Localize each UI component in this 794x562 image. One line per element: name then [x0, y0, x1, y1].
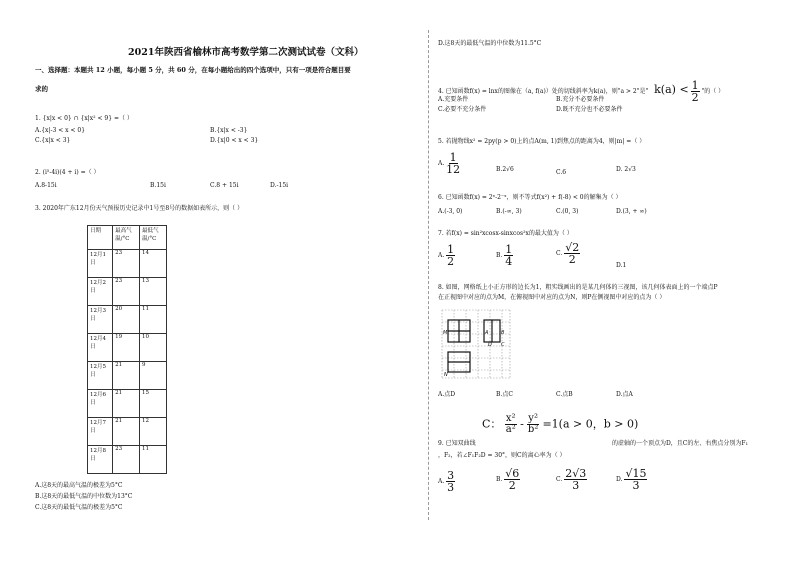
table-cell-date: 12月4日	[88, 334, 113, 362]
table-cell-low: 10	[140, 334, 167, 362]
table-cell-date: 12月1日	[88, 250, 113, 278]
q1-option-d: D.{x|0 < x < 3}	[210, 137, 259, 144]
q3-option-d: D.这8天的最低气温的中位数为11.5°C	[438, 40, 542, 47]
table-cell-high: 21	[113, 390, 140, 418]
table-cell-low: 15	[140, 390, 167, 418]
figure-label-a: A	[485, 330, 489, 336]
q9-option-a-fraction: $\frac{3}{3}$	[447, 469, 455, 494]
q1-stem: 1. {x|x < 0} ∩ {x|x² < 9} =（ ）	[35, 115, 133, 122]
q7-option-d: D.1	[616, 262, 627, 269]
table-cell-high: 23	[113, 250, 140, 278]
q4-stem-end: "的（ ）	[701, 88, 725, 95]
q9-hyperbola-equation: C： $\frac{\text{x²}}{\text{a²}}$ - $\frac{\text{y²}}{\text{b²}}$ =1(a > 0，b > 0)	[482, 413, 639, 435]
page-title: 2021年陕西省榆林市高考数学第二次测试试卷（文科）	[128, 47, 364, 58]
q9-option-d: D. $\frac{√15}{3}$	[616, 467, 647, 492]
table-header-date: 日期	[88, 226, 113, 250]
q1-option-b: B.{x|x < -3}	[210, 127, 248, 134]
table-cell-date: 12月2日	[88, 278, 113, 306]
q4-stem-text: 4. 已知函数f(x) = lnx的图像在（a, f(a)）处的切线斜率为k(a)，则"a > 2"是"	[438, 88, 649, 95]
q9-option-d-fraction: $\frac{√15}{3}$	[625, 467, 647, 492]
table-row	[88, 390, 167, 418]
q5-option-b: B.2√6	[496, 166, 514, 173]
table-cell-date: 12月3日	[88, 306, 113, 334]
three-view-grid-figure	[438, 306, 514, 382]
q9-option-a: A. $\frac{3}{3}$	[438, 469, 455, 494]
q2-stem: 2. (i⁵-4i)(4 + i) =（ ）	[35, 169, 100, 176]
q8-stem-cont: 在正视图中对应的点为M，在俯视图中对应的点为N，则P在侧视图中对应的点为（ ）	[438, 294, 666, 301]
temperature-table	[87, 225, 167, 474]
figure-label-m: M	[443, 330, 448, 336]
q7-option-b-fraction: $\frac{1}{4}$	[505, 243, 513, 268]
q8-option-a: A.点D	[438, 391, 456, 398]
q4-option-a: A.充要条件	[438, 96, 469, 103]
table-cell-date: 12月8日	[88, 446, 113, 474]
q8-option-c: C.点B	[556, 391, 573, 398]
q4-fraction: $\frac{1}{2}$	[691, 79, 699, 104]
q9-option-c: C. $\frac{2√3}{3}$	[556, 467, 587, 492]
table-header-row	[88, 226, 167, 250]
table-row	[88, 418, 167, 446]
table-row	[88, 334, 167, 362]
q7-option-a: A. $\frac{1}{2}$	[438, 243, 455, 268]
table-row	[88, 278, 167, 306]
table-cell-low: 12	[140, 418, 167, 446]
q6-option-b: B.(-∞, 3)	[496, 208, 522, 215]
q8-option-b: B.点C	[496, 391, 513, 398]
q2-option-d: D.-15i	[270, 182, 289, 189]
q6-option-c: C.(0, 3)	[556, 208, 579, 215]
table-row	[88, 446, 167, 474]
q6-stem: 6. 已知函数f(x) = 2ˣ-2⁻ˣ，则不等式f(x²) + f(-8) < 0的解集为（ ）	[438, 194, 622, 201]
section-heading: 一、选择题：本题共 12 小题，每小题 5 分，共 60 分，在每小题给出的四个选项中，只有一项是符合题目要	[35, 66, 351, 74]
q2-option-b: B.15i	[150, 182, 166, 189]
q5-option-a-fraction: $\frac{1}{12}$	[446, 151, 461, 176]
q2-option-c: C.8 + 15i	[210, 182, 239, 189]
table-cell-high: 19	[113, 334, 140, 362]
q7-option-c: C. $\frac{√2}{2}$	[556, 241, 580, 266]
q9-stem-prefix: 9. 已知双曲线	[438, 440, 476, 447]
table-row	[88, 250, 167, 278]
table-cell-high: 20	[113, 306, 140, 334]
q3-option-c: C.这8天的最低气温的极差为5°C	[35, 504, 123, 511]
q4-option-d: D.既不充分也不必要条件	[556, 106, 623, 113]
figure-label-b: B	[501, 330, 505, 336]
q5-option-c: C.6	[556, 169, 567, 176]
table-cell-low: 13	[140, 278, 167, 306]
q6-option-a: A.(-3, 0)	[438, 208, 463, 215]
table-cell-high: 23	[113, 446, 140, 474]
q1-option-c: C.{x|x < 3}	[35, 137, 71, 144]
table-cell-date: 12月5日	[88, 362, 113, 390]
q9-option-c-fraction: $\frac{2√3}{3}$	[565, 467, 587, 492]
figure-label-d: D	[488, 342, 492, 348]
table-cell-date: 12月7日	[88, 418, 113, 446]
q1-option-a: A.{x|-3 < x < 0}	[35, 127, 86, 134]
q3-option-a: A.这8天的最高气温的极差为5°C	[35, 482, 123, 489]
q3-option-b: B.这8天的最低气温的中位数为13°C	[35, 493, 133, 500]
q9-option-b-fraction: $\frac{√6}{2}$	[505, 467, 520, 492]
three-view-outlines	[448, 320, 500, 372]
section-heading-cont: 求的	[35, 85, 48, 93]
table-header-high: 最高气温/°C	[113, 226, 140, 250]
q4-expression: k(a) <	[654, 83, 689, 96]
q8-stem: 8. 如图，网格纸上小正方形的边长为1，粗实线画出的是某几何体的三视图，该几何体表面上的一个端点P	[438, 284, 718, 291]
q7-option-c-fraction: $\frac{√2}{2}$	[565, 241, 580, 266]
q9-option-b: B. $\frac{√6}{2}$	[496, 467, 520, 492]
q4-option-b: B.充分不必要条件	[556, 96, 605, 103]
q5-option-a: A. $\frac{1}{12}$	[438, 151, 461, 176]
table-row	[88, 306, 167, 334]
q6-option-d: D.(3, + ∞)	[616, 208, 647, 215]
q9-stem-cont: ，F₂，若∠F₁F₂D = 30°，则C的离心率为（ ）	[438, 452, 566, 459]
q2-option-a: A.8-15i	[35, 182, 57, 189]
table-cell-high: 23	[113, 278, 140, 306]
q7-option-a-fraction: $\frac{1}{2}$	[447, 243, 455, 268]
column-divider	[428, 30, 429, 520]
table-cell-low: 9	[140, 362, 167, 390]
table-row	[88, 362, 167, 390]
figure-label-c: C	[501, 342, 505, 348]
table-cell-low: 14	[140, 250, 167, 278]
figure-label-n: N	[444, 372, 448, 378]
q4-option-c: C.必要不充分条件	[438, 106, 487, 113]
q5-stem: 5. 若抛物线x² = 2py(p > 0)上的点A(m, 1)到焦点的距离为4，则|m| =（ ）	[438, 138, 646, 145]
table-cell-high: 21	[113, 362, 140, 390]
table-cell-high: 21	[113, 418, 140, 446]
q5-option-d: D. 2√3	[616, 166, 636, 173]
q8-option-d: D.点A	[616, 391, 633, 398]
q3-stem: 3. 2020年广东12月份天气预报历史记录中1号至8号的数据如表所示，则（ ）	[35, 205, 244, 212]
table-cell-date: 12月6日	[88, 390, 113, 418]
table-cell-low: 11	[140, 446, 167, 474]
q7-option-b: B. $\frac{1}{4}$	[496, 243, 513, 268]
q7-stem: 7. 若f(x) = sin²xcosx-sinxcos²x的最大值为（ ）	[438, 230, 573, 237]
q9-stem-suffix: 的虚轴的一个顶点为D，且C的左、右焦点分别为F₁	[612, 440, 748, 447]
table-cell-low: 11	[140, 306, 167, 334]
table-header-low: 最低气温/°C	[140, 226, 167, 250]
